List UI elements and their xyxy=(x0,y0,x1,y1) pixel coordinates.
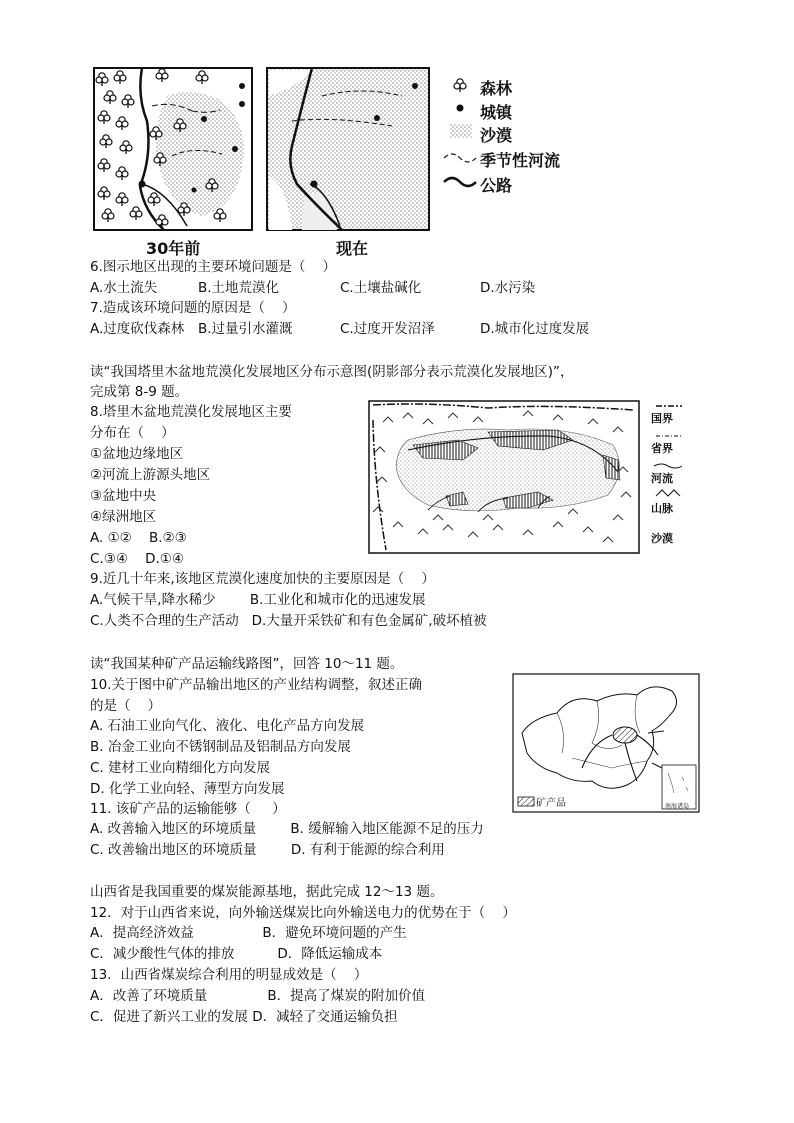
legend-desert-2: 沙漠 xyxy=(651,532,673,545)
china-mineral-transport-map xyxy=(512,673,700,813)
q11-options-cd: C. 改善输出地区的环境质量 D. 有利于能源的综合利用 xyxy=(90,842,445,858)
intro-12-13: 山西省是我国重要的煤炭能源基地，据此完成 12～13 题。 xyxy=(90,884,444,900)
q8-stem-line1: 8.塔里木盆地荒漠化发展地区主要 xyxy=(90,404,292,420)
q8-statement-1: ①盆地边缘地区 xyxy=(90,446,184,462)
q8-stem-line2: 分布在（ ） xyxy=(90,425,175,441)
q12-options-cd: C．减少酸性气体的排放 D．降低运输成本 xyxy=(90,946,383,962)
q7-option-d: D.城市化过度发展 xyxy=(480,321,590,337)
q9-options-ab: A.气候干旱,降水稀少 B.工业化和城市化的迅速发展 xyxy=(90,592,426,608)
intro-8-9-line2: 完成第 8-9 题。 xyxy=(90,384,189,400)
caption-now: 现在 xyxy=(336,239,369,258)
q9-options-cd: C.人类不合理的生产活动 D.大量开采铁矿和有色金属矿,破坏植被 xyxy=(90,613,487,629)
q11-options-ab: A. 改善输入地区的环境质量 B. 缓解输入地区能源不足的压力 xyxy=(90,821,484,837)
q10-stem-line2: 的是（ ） xyxy=(90,698,162,714)
q13-options-cd: C．促进了新兴工业的发展 D．减轻了交通运输负担 xyxy=(90,1009,398,1025)
q6-option-d: D.水污染 xyxy=(480,280,536,296)
legend-mountain: 山脉 xyxy=(651,502,673,515)
legend-seasonal-river-label: 季节性河流 xyxy=(480,151,561,170)
map-now xyxy=(267,68,429,230)
legend-river: 河流 xyxy=(651,472,673,485)
tarim-basin-map xyxy=(368,400,640,554)
fig3-legend-label: 矿产品 xyxy=(536,798,566,809)
q13-options-ab: A．改善了环境质量 B．提高了煤炭的附加价值 xyxy=(90,988,426,1004)
q12-stem: 12．对于山西省来说，向外输送煤炭比向外输送电力的优势在于（ ） xyxy=(90,905,516,921)
q8-options-cd: C.③④ D.①④ xyxy=(90,551,184,567)
q10-option-a: A. 石油工业向气化、液化、电化产品方向发展 xyxy=(90,718,365,734)
q6-option-b: B.土地荒漠化 xyxy=(198,280,280,296)
legend-border-province: 省界 xyxy=(651,442,673,455)
legend-road-label: 公路 xyxy=(480,176,513,195)
q8-options-ab: A. ①② B.②③ xyxy=(90,530,187,546)
q10-stem-line1: 10.关于图中矿产品输出地区的产业结构调整，叙述正确 xyxy=(90,677,422,693)
q8-statement-3: ③盆地中央 xyxy=(90,488,157,504)
q10-option-d: D. 化学工业向轻、薄型方向发展 xyxy=(90,781,285,797)
q11-stem: 11. 该矿产品的运输能够（ ） xyxy=(90,801,286,817)
q13-stem: 13．山西省煤炭综合利用的明显成效是（ ） xyxy=(90,967,368,983)
q7-option-a: A.过度砍伐森林 xyxy=(90,321,185,337)
caption-30-years-ago: 30年前 xyxy=(146,239,201,258)
q9-stem: 9.近几十年来,该地区荒漠化速度加快的主要原因是（ ） xyxy=(90,571,435,587)
q8-statement-2: ②河流上游源头地区 xyxy=(90,467,211,483)
q10-option-c: C. 建材工业向精细化方向发展 xyxy=(90,760,271,776)
q6-option-a: A.水土流失 xyxy=(90,280,158,296)
q6-stem: 6.图示地区出现的主要环境问题是（ ） xyxy=(90,259,337,275)
legend-town-label: 城镇 xyxy=(480,103,513,122)
fig3-inset-label: 南海诸岛 xyxy=(665,803,690,810)
map-30-years-ago xyxy=(94,68,252,230)
legend-desert-label: 沙漠 xyxy=(480,126,513,145)
q6-option-c: C.土壤盐碱化 xyxy=(340,280,422,296)
legend-border-country: 国界 xyxy=(651,412,673,425)
legend-forest-label: 森林 xyxy=(480,79,513,98)
fig1-legend-symbols xyxy=(444,79,476,186)
q7-option-c: C.过度开发沼泽 xyxy=(340,321,435,337)
q8-statement-4: ④绿洲地区 xyxy=(90,509,157,525)
q7-stem: 7.造成该环境问题的原因是（ ） xyxy=(90,300,296,316)
intro-8-9-line1: 读“我国塔里木盆地荒漠化发展地区分布示意图(阴影部分表示荒漠化发展地区)”， xyxy=(90,364,574,380)
q7-option-b: B.过量引水灌溉 xyxy=(198,321,293,337)
q10-option-b: B. 冶金工业向不锈钢制品及铝制品方向发展 xyxy=(90,739,351,755)
intro-10-11: 读“我国某种矿产品运输线路图”，回答 10～11 题。 xyxy=(90,656,404,672)
q12-options-ab: A．提高经济效益 B．避免环境问题的产生 xyxy=(90,925,407,941)
